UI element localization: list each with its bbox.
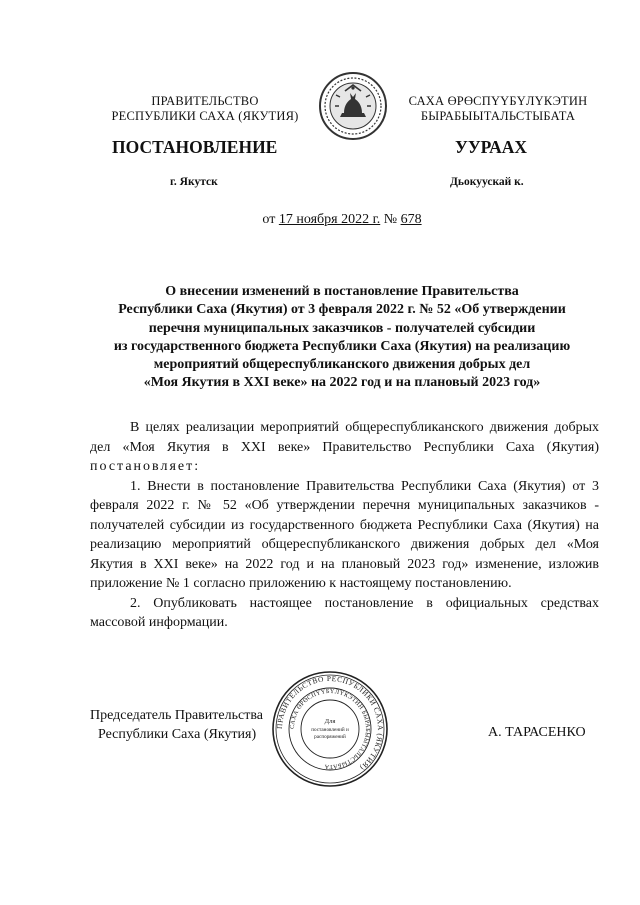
- body-item-2: 2. Опубликовать настоящее постановление в официальных средствах массовой информации.: [90, 595, 599, 630]
- doc-type-left: ПОСТАНОВЛЕНИЕ: [112, 137, 278, 157]
- header-right-block: [398, 94, 598, 124]
- seal-inner-text: САХА ӨРӨСПҮҮБҮЛҮКЭТИН БЫРАБЫЫТАЛЬСТЫБАТА: [288, 687, 372, 771]
- document-date: 17 ноября 2022 г.: [278, 212, 381, 227]
- date-number-line: [0, 212, 640, 228]
- subject-line: О внесении изменений в постановление Правительства: [165, 284, 519, 299]
- header-left-line2: РЕСПУБЛИКИ САХА (ЯКУТИЯ): [111, 109, 299, 123]
- date-prefix: от: [262, 212, 276, 227]
- subject-line: перечня муниципальных заказчиков - получателей субсидии: [148, 320, 536, 336]
- seal-outer-text: ПРАВИТЕЛЬСТВО РЕСПУБЛИКИ САХА (ЯКУТИЯ): [274, 673, 386, 773]
- number-sign: №: [383, 212, 398, 227]
- position-line1: Председатель Правительства: [90, 708, 263, 723]
- body-intro: В целях реализации мероприятий общереспубликанского движения добрых дел «Моя Якутия в XXI веке» Правительство Республики Саха (Якутия): [90, 420, 599, 455]
- subject-line: мероприятий общереспубликанского движения добрых дел: [153, 357, 531, 373]
- signatory-name: А. ТАРАСЕНКО: [488, 725, 586, 740]
- header-right-line2: БЫРАБЫЫТАЛЬСТЫБАТА: [420, 109, 576, 123]
- document-number: 678: [400, 212, 422, 227]
- position-line2: Республики Саха (Якутия): [98, 727, 257, 742]
- body-intro-paragraph: [90, 418, 599, 477]
- subject-line: «Моя Якутия в XXI веке» на 2022 год и на плановый 2023 год»: [143, 375, 541, 391]
- document-subject: [70, 283, 614, 393]
- seal-center-line3: распоряжений: [314, 734, 346, 740]
- doc-type-right: УУРААХ: [455, 137, 528, 157]
- subject-line: из государственного бюджета Республики Саха (Якутия) на реализацию: [113, 338, 571, 354]
- header-left-line1: ПРАВИТЕЛЬСТВО: [151, 94, 259, 108]
- subject-line: Республики Саха (Якутия) от 3 февраля 2022 г. № 52 «Об утверждении: [118, 302, 566, 318]
- seal-center-line1: Для: [324, 718, 336, 725]
- header-left-block: [100, 94, 310, 124]
- header-right-line1: САХА ӨРӨСПҮҮБҮЛҮКЭТИН: [408, 94, 588, 108]
- document-body: [90, 418, 599, 633]
- coat-of-arms-emblem-icon: [318, 71, 388, 141]
- official-seal-icon: [271, 670, 389, 788]
- city-right: Дьокуускай к.: [450, 176, 524, 188]
- city-left: г. Якутск: [170, 176, 218, 188]
- decree-word: постановляет:: [90, 459, 201, 474]
- body-item-1: 1. Внести в постановление Правительства Республики Саха (Якутия) от 3 февраля 2022 г. № 52 «Об утверждении перечня муниципальных заказчиков - получателей субсидии из государственного бюджета Республики Саха (Якутия) на реализацию мероприятий общереспубликанского движения добрых дел «Моя Якутия в XXI веке» на 2022 год и на плановый 2023 год» изменение, изложив приложение № 1 согласно приложению к настоящему постановлению.: [90, 478, 599, 591]
- signatory-position: [90, 706, 263, 744]
- seal-center-line2: постановлений и: [311, 727, 349, 733]
